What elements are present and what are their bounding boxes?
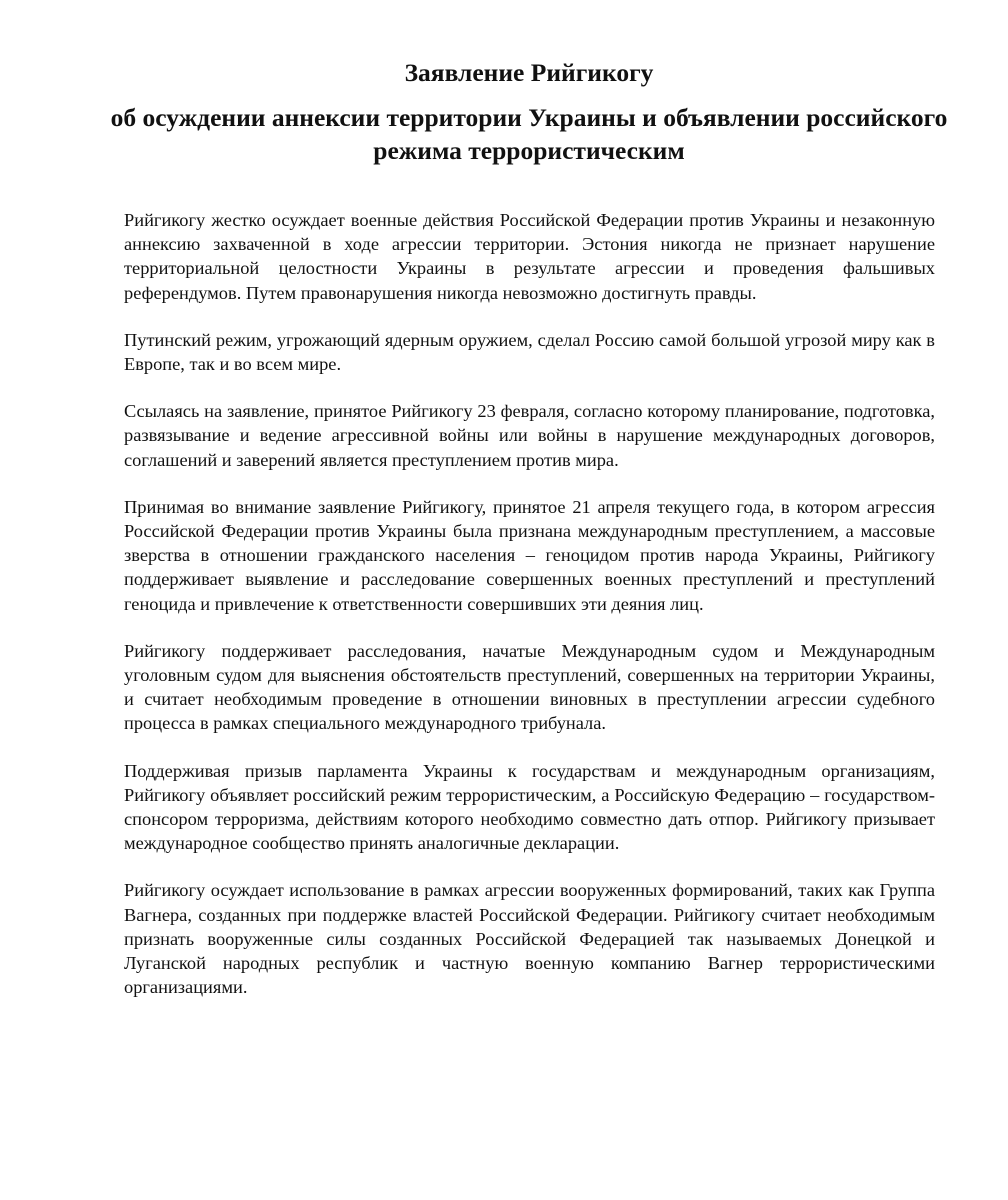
paragraph-5: Рийгикогу поддерживает расследования, начатые Международным судом и Международным уголовным судом для выяснения обстоятельств преступлений, совершенных на территории Украины, и считает необходимым проведение в отношении виновных в преступлении агрессии судебного процесса в рамках специального международного трибунала. [124, 640, 935, 734]
paragraph-6: Поддерживая призыв парламента Украины к государствам и международным организациям, Рийгикогу объявляет российский режим террористическим, а Российскую Федерацию – государством-спонсором терроризма, действиям которого необходимо совместно дать отпор. Рийгикогу призывает международное сообщество принять аналогичные декларации. [124, 760, 935, 854]
paragraph-2: Путинский режим, угрожающий ядерным оружием, сделал Россию самой большой угрозой миру как в Европе, так и во всем мире. [124, 329, 935, 375]
paragraph-1: Рийгикогу жестко осуждает военные действия Российской Федерации против Украины и незаконную аннексию захваченной в ходе агрессии территории. Эстония никогда не признает нарушение территориальной целостности Украины в результате агрессии и проведения фальшивых референдумов. Путем правонарушения никогда невозможно достигнуть правды. [124, 210, 935, 303]
document-title: Заявление Рийгикогу [404, 58, 654, 87]
paragraph-7: Рийгикогу осуждает использование в рамках агрессии вооруженных формирований, таких как Группа Вагнера, созданных при поддержке властей Российской Федерации. Рийгикогу считает необходимым признать вооруженные силы созданных Российской Федерацией так называемых Донецкой и Луганской народных республик и частную военную компанию Вагнер террористическими организациями. [124, 880, 935, 998]
document-subtitle: об осуждении аннексии территории Украины и объявлении российского режима террористическим [110, 103, 948, 165]
document-body [124, 208, 935, 1022]
paragraph-4: Принимая во внимание заявление Рийгикогу, принятое 21 апреля текущего года, в котором агрессия Российской Федерации против Украины была признана международным преступлением, а массовые зверства в отношении гражданского населения – геноцидом против народа Украины, Рийгикогу поддерживает выявление и расследование совершенных военных преступлений и преступлений геноцида и привлечение к ответственности совершивших эти деяния лиц. [124, 496, 935, 614]
paragraph-3: Ссылаясь на заявление, принятое Рийгикогу 23 февраля, согласно которому планирование, подготовка, развязывание и ведение агрессивной войны или войны в нарушение международных договоров, соглашений и заверений является преступлением против мира. [124, 401, 935, 470]
